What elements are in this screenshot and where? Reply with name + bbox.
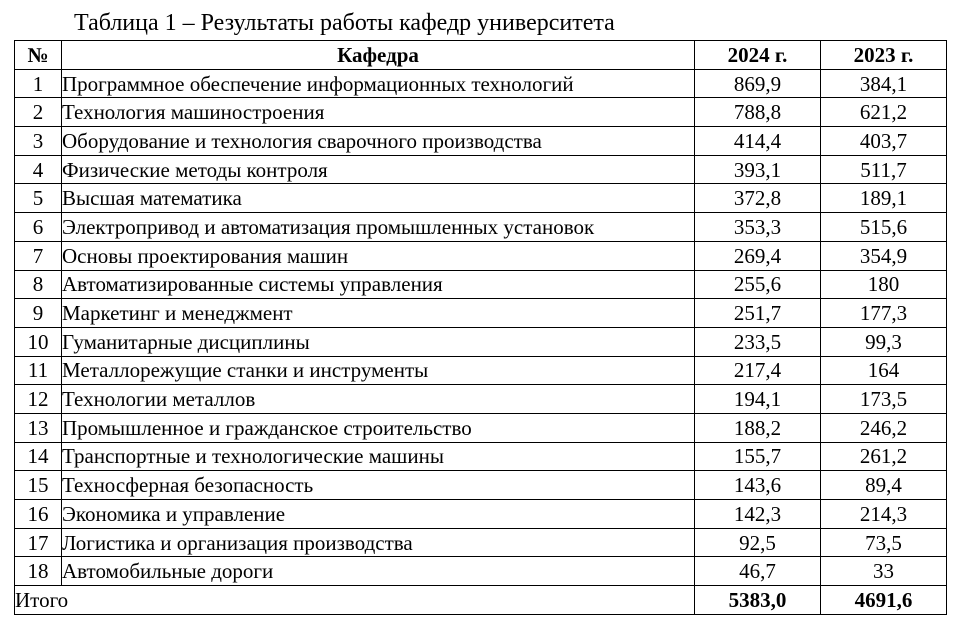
row-number: 16	[15, 500, 62, 529]
row-number: 9	[15, 299, 62, 328]
value-2023: 384,1	[821, 69, 947, 98]
row-number: 5	[15, 184, 62, 213]
table-row	[15, 127, 947, 156]
value-2024: 353,3	[695, 213, 821, 242]
value-2024: 46,7	[695, 557, 821, 586]
department-name: Программное обеспечение информационных технологий	[62, 69, 695, 98]
value-2023: 33	[821, 557, 947, 586]
value-2023: 214,3	[821, 500, 947, 529]
department-name: Автоматизированные системы управления	[62, 270, 695, 299]
value-2023: 180	[821, 270, 947, 299]
value-2024: 372,8	[695, 184, 821, 213]
department-name: Технологии металлов	[62, 385, 695, 414]
table-row	[15, 155, 947, 184]
row-number: 6	[15, 213, 62, 242]
table-row	[15, 184, 947, 213]
department-name: Гуманитарные дисциплины	[62, 327, 695, 356]
table-row	[15, 528, 947, 557]
department-name: Логистика и организация производства	[62, 528, 695, 557]
table-row	[15, 356, 947, 385]
row-number: 1	[15, 69, 62, 98]
department-name: Промышленное и гражданское строительство	[62, 413, 695, 442]
row-number: 18	[15, 557, 62, 586]
table-row	[15, 69, 947, 98]
department-name: Физические методы контроля	[62, 155, 695, 184]
value-2024: 143,6	[695, 471, 821, 500]
header-num: №	[15, 41, 62, 70]
department-name: Маркетинг и менеджмент	[62, 299, 695, 328]
value-2023: 99,3	[821, 327, 947, 356]
value-2023: 89,4	[821, 471, 947, 500]
value-2024: 869,9	[695, 69, 821, 98]
value-2024: 217,4	[695, 356, 821, 385]
table-row	[15, 241, 947, 270]
value-2023: 189,1	[821, 184, 947, 213]
table-row	[15, 442, 947, 471]
department-name: Экономика и управление	[62, 500, 695, 529]
value-2023: 621,2	[821, 98, 947, 127]
table-row	[15, 98, 947, 127]
value-2023: 73,5	[821, 528, 947, 557]
department-name: Технология машиностроения	[62, 98, 695, 127]
value-2023: 173,5	[821, 385, 947, 414]
department-name: Транспортные и технологические машины	[62, 442, 695, 471]
value-2024: 92,5	[695, 528, 821, 557]
row-number: 10	[15, 327, 62, 356]
department-name: Оборудование и технология сварочного производства	[62, 127, 695, 156]
value-2023: 177,3	[821, 299, 947, 328]
row-number: 3	[15, 127, 62, 156]
value-2024: 251,7	[695, 299, 821, 328]
department-name: Электропривод и автоматизация промышленных установок	[62, 213, 695, 242]
table-row	[15, 500, 947, 529]
total-2023: 4691,6	[821, 586, 947, 615]
table-caption: Таблица 1 – Результаты работы кафедр университета	[74, 10, 615, 36]
department-name: Высшая математика	[62, 184, 695, 213]
row-number: 15	[15, 471, 62, 500]
value-2023: 515,6	[821, 213, 947, 242]
value-2023: 246,2	[821, 413, 947, 442]
row-number: 12	[15, 385, 62, 414]
value-2024: 414,4	[695, 127, 821, 156]
row-number: 4	[15, 155, 62, 184]
value-2024: 188,2	[695, 413, 821, 442]
table-row	[15, 299, 947, 328]
row-number: 8	[15, 270, 62, 299]
table-body	[15, 69, 947, 585]
table-row	[15, 471, 947, 500]
table-row	[15, 557, 947, 586]
value-2024: 142,3	[695, 500, 821, 529]
value-2024: 269,4	[695, 241, 821, 270]
table-row	[15, 327, 947, 356]
department-name: Основы проектирования машин	[62, 241, 695, 270]
header-row	[15, 41, 947, 70]
row-number: 7	[15, 241, 62, 270]
results-table	[14, 40, 947, 615]
value-2024: 788,8	[695, 98, 821, 127]
row-number: 17	[15, 528, 62, 557]
value-2024: 233,5	[695, 327, 821, 356]
value-2023: 354,9	[821, 241, 947, 270]
header-department: Кафедра	[62, 41, 695, 70]
table-row	[15, 270, 947, 299]
header-year-2024: 2024 г.	[695, 41, 821, 70]
row-number: 14	[15, 442, 62, 471]
value-2024: 393,1	[695, 155, 821, 184]
table-row	[15, 413, 947, 442]
department-name: Металлорежущие станки и инструменты	[62, 356, 695, 385]
table-row	[15, 213, 947, 242]
value-2024: 155,7	[695, 442, 821, 471]
value-2023: 403,7	[821, 127, 947, 156]
total-row	[15, 586, 947, 615]
value-2024: 194,1	[695, 385, 821, 414]
department-name: Автомобильные дороги	[62, 557, 695, 586]
header-year-2023: 2023 г.	[821, 41, 947, 70]
department-name: Техносферная безопасность	[62, 471, 695, 500]
value-2024: 255,6	[695, 270, 821, 299]
table-row	[15, 385, 947, 414]
total-2024: 5383,0	[695, 586, 821, 615]
total-label: Итого	[15, 586, 695, 615]
value-2023: 261,2	[821, 442, 947, 471]
row-number: 11	[15, 356, 62, 385]
row-number: 13	[15, 413, 62, 442]
row-number: 2	[15, 98, 62, 127]
value-2023: 511,7	[821, 155, 947, 184]
value-2023: 164	[821, 356, 947, 385]
